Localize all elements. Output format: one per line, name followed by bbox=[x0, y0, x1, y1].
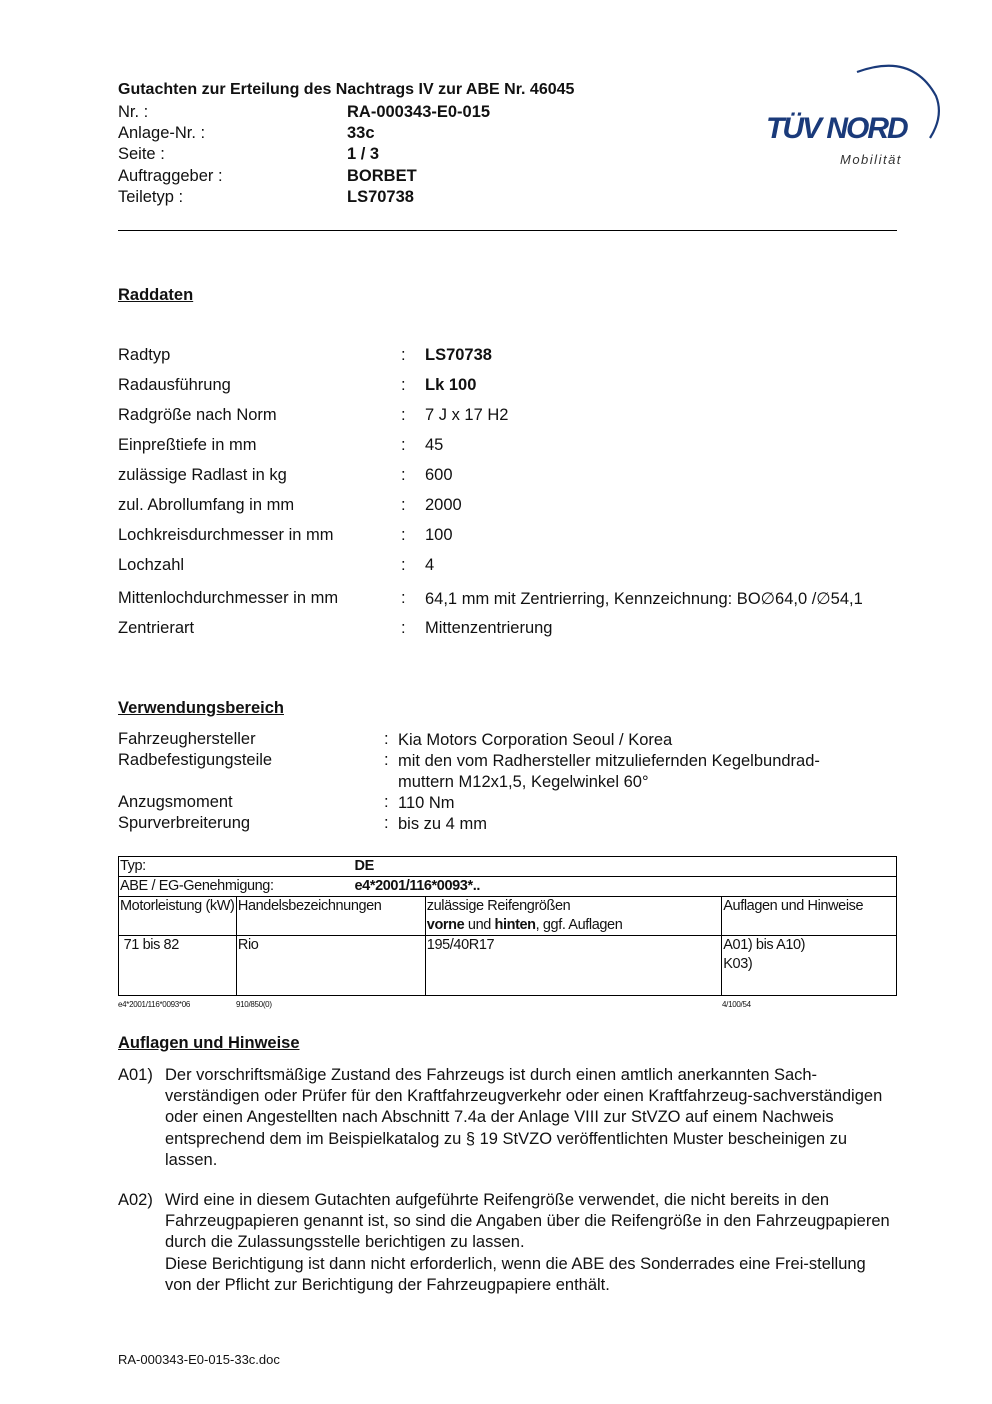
row-label: Radtyp bbox=[118, 346, 171, 364]
hinten-label: hinten bbox=[494, 917, 536, 933]
row-value: 7 J x 17 H2 bbox=[425, 406, 509, 424]
row-colon: : bbox=[401, 466, 406, 484]
raddaten-row bbox=[118, 496, 908, 518]
abe-label: ABE / EG-Genehmigung: bbox=[120, 878, 274, 894]
row-value: 2000 bbox=[425, 496, 462, 514]
raddaten-row bbox=[118, 436, 908, 458]
header-value: RA-000343-E0-015 bbox=[347, 103, 491, 121]
row-value: 64,1 mm mit Zentrierring, Kennzeichnung: BO∅64,0 /∅54,1 bbox=[425, 590, 863, 608]
note-code: A02) bbox=[118, 1191, 153, 1209]
header-label: Anlage-Nr. : bbox=[118, 124, 206, 142]
row-label: Lochzahl bbox=[118, 556, 185, 574]
vorne-label: vorne bbox=[426, 917, 465, 933]
tuv-arc-icon bbox=[762, 58, 942, 170]
header-value: 1 / 3 bbox=[347, 145, 380, 163]
note-body bbox=[165, 1190, 890, 1296]
auflagen-title: Auflagen und Hinweise bbox=[118, 1034, 300, 1052]
row-label: Zentrierart bbox=[118, 619, 195, 637]
header-value: BORBET bbox=[347, 167, 417, 185]
typ-label: Typ: bbox=[120, 858, 146, 874]
row-value: LS70738 bbox=[425, 346, 492, 364]
cell-notes bbox=[722, 936, 897, 996]
raddaten-row bbox=[118, 619, 908, 641]
row-colon: : bbox=[401, 376, 406, 394]
row-value: mit den vom Radhersteller mitzuliefernden Kegelbundrad-muttern M12x1,5, Kegelwinkel 60° bbox=[398, 752, 820, 791]
row-colon: : bbox=[401, 496, 406, 514]
notes-line: K03) bbox=[723, 956, 753, 972]
row-label: Fahrzeughersteller bbox=[118, 730, 256, 748]
row-colon: : bbox=[401, 526, 406, 544]
row-label: zulässige Radlast in kg bbox=[118, 466, 287, 484]
row-colon: : bbox=[401, 619, 406, 637]
row-label: Anzugsmoment bbox=[118, 793, 233, 811]
row-label: Spurverbreiterung bbox=[118, 814, 251, 832]
logo-sub: Mobilität bbox=[840, 152, 902, 167]
note-text-2: Diese Berichtigung ist dann nicht erforderlich, wenn die ABE des Sonderrades eine Frei-stellung von der Pflicht zur Berichtigung der Fahrzeugpapiere enthält. bbox=[165, 1254, 866, 1294]
typ-value: DE bbox=[354, 858, 374, 874]
logo-brand: TÜV NORD bbox=[766, 112, 907, 145]
raddaten-row bbox=[118, 556, 908, 578]
row-value: bis zu 4 mm bbox=[398, 815, 487, 833]
header-label: Auftraggeber : bbox=[118, 167, 223, 185]
note-text: Wird eine in diesem Gutachten aufgeführte Reifengröße verwendet, die nicht bereits in den Fahrzeugpapieren genannt ist, so sind die Angaben über die Reifengröße in den Fahrzeugpapieren durch die Zulassungsstelle berichtigen zu lassen. bbox=[165, 1191, 890, 1252]
footer-filename: RA-000343-E0-015-33c.doc bbox=[118, 1352, 280, 1367]
row-label: Einpreßtiefe in mm bbox=[118, 436, 257, 454]
table-row bbox=[119, 857, 897, 877]
row-value: 600 bbox=[425, 466, 453, 484]
header-value: 33c bbox=[347, 124, 375, 142]
raddaten-row bbox=[118, 589, 908, 611]
verwendung-title: Verwendungsbereich bbox=[118, 699, 284, 717]
cell-name: Rio bbox=[236, 936, 425, 996]
row-value: 45 bbox=[425, 436, 444, 454]
row-value: 4 bbox=[425, 556, 435, 574]
raddaten-row bbox=[118, 406, 908, 428]
header-label: Teiletyp : bbox=[118, 188, 184, 206]
col-header bbox=[425, 897, 721, 936]
table-footnote: 4/100/54 bbox=[722, 1000, 751, 1009]
row-label: Mittenlochdurchmesser in mm bbox=[118, 589, 339, 607]
vehicle-table bbox=[118, 856, 897, 996]
row-label: Radgröße nach Norm bbox=[118, 406, 277, 424]
raddaten-row bbox=[118, 376, 908, 398]
raddaten-title: Raddaten bbox=[118, 286, 194, 304]
col-header: Auflagen und Hinweise bbox=[722, 897, 897, 936]
row-colon: : bbox=[401, 406, 406, 424]
row-colon: : bbox=[401, 436, 406, 454]
note-code: A01) bbox=[118, 1066, 153, 1084]
note-text: Der vorschriftsmäßige Zustand des Fahrzeugs ist durch einen amtlich anerkannten Sach-verständigen oder Prüfer für den Kraftfahrzeugverkehr oder einen Kraftfahrzeug-sachverständigen oder einen Angestellten nach Abschnitt 7.4a der Anlage VIII zur StVZO auf einem Nachweis entsprechend dem im Beispielkatalog zu § 19 StVZO veröffentlichten Muster bescheinigen zu lassen. bbox=[165, 1066, 883, 1169]
table-footnote: 910/850(0) bbox=[236, 1000, 272, 1009]
table-footnote: e4*2001/116*0093*06 bbox=[118, 1000, 191, 1009]
row-value: 100 bbox=[425, 526, 453, 544]
row-value: Kia Motors Corporation Seoul / Korea bbox=[398, 731, 673, 749]
row-value: 110 Nm bbox=[398, 794, 455, 812]
und-label: und bbox=[464, 917, 495, 933]
row-value: Mittenzentrierung bbox=[425, 619, 553, 637]
header-value: LS70738 bbox=[347, 188, 414, 206]
header-label: Seite : bbox=[118, 145, 165, 163]
row-colon: : bbox=[401, 589, 406, 607]
document-title: Gutachten zur Erteilung des Nachtrags IV zur ABE Nr. 46045 bbox=[118, 81, 575, 98]
table-header-row bbox=[119, 897, 897, 936]
header-label: Nr. : bbox=[118, 103, 149, 121]
raddaten-row bbox=[118, 466, 908, 488]
row-value: Lk 100 bbox=[425, 376, 477, 394]
tuv-nord-logo bbox=[762, 58, 942, 170]
raddaten-row bbox=[118, 346, 908, 368]
col-header-line: zulässige Reifengrößen bbox=[426, 898, 571, 914]
row-colon: : bbox=[401, 556, 406, 574]
row-label: Radbefestigungsteile bbox=[118, 751, 273, 769]
notes-line: A01) bis A10) bbox=[723, 937, 806, 953]
raddaten-row bbox=[118, 526, 908, 548]
header-divider bbox=[118, 230, 897, 231]
table-row bbox=[119, 877, 897, 897]
row-colon: : bbox=[384, 730, 389, 748]
abe-value: e4*2001/116*0093*.. bbox=[354, 878, 480, 894]
row-label: Radausführung bbox=[118, 376, 231, 394]
rest-label: , ggf. Auflagen bbox=[535, 917, 623, 933]
table-row bbox=[119, 936, 897, 996]
row-colon: : bbox=[384, 793, 389, 811]
row-label: zul. Abrollumfang in mm bbox=[118, 496, 295, 514]
row-colon: : bbox=[401, 346, 406, 364]
cell-kw: 71 bis 82 bbox=[119, 936, 237, 996]
cell-tyre: 195/40R17 bbox=[425, 936, 721, 996]
col-header: Motorleistung (kW) bbox=[119, 897, 237, 936]
col-header: Handelsbezeichnungen bbox=[236, 897, 425, 936]
row-colon: : bbox=[384, 814, 389, 832]
row-label: Lochkreisdurchmesser in mm bbox=[118, 526, 334, 544]
row-colon: : bbox=[384, 751, 389, 769]
